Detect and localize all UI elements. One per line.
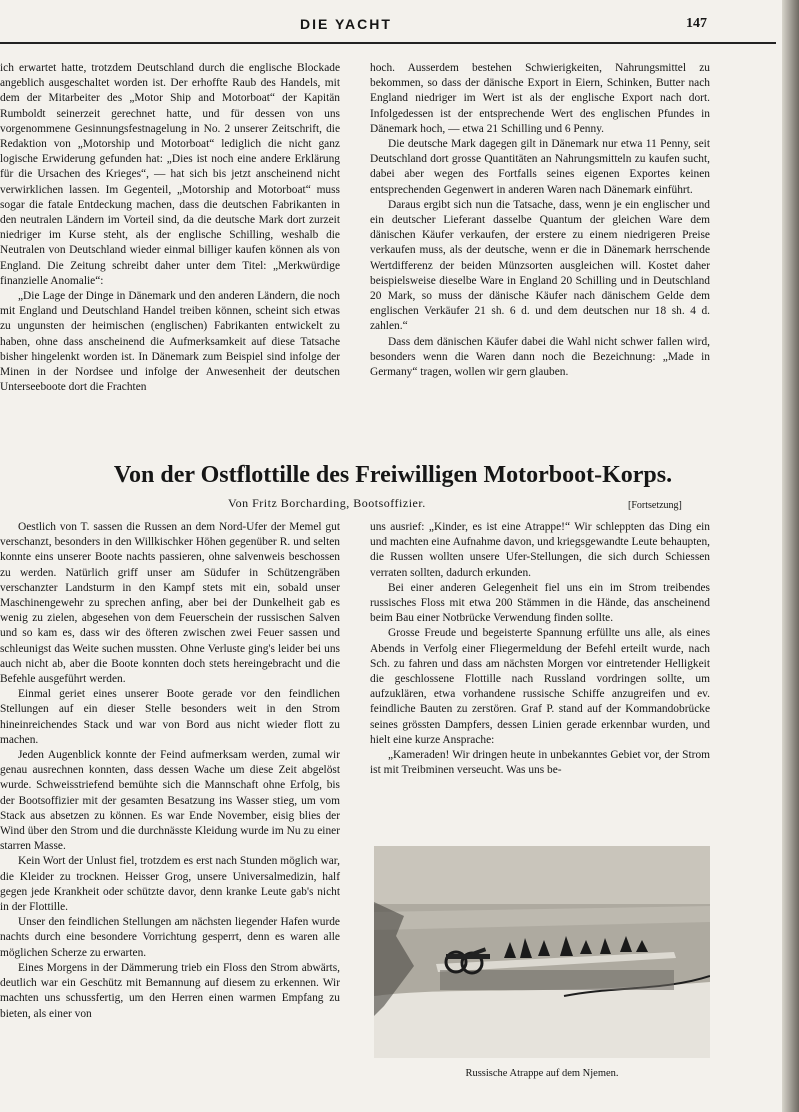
bottom-right-column: [370, 520, 710, 778]
header-rule: [0, 42, 776, 44]
quote-paragraph: „Die Lage der Dinge in Dänemark und den anderen Ländern, die noch mit England und Deutschland Handel treiben können, scheint sich etwas zu ungunsten der heimischen (englischen) Fabrikanten entwickelt zu haben, ohne dass anscheinend die Aufmerksamkeit auf diese Tatsache bisher hingelenkt worden ist. In Dänemark zum Beispiel sind infolge der Minen in der Nordsee und infolge der Anwesenheit der deutschen Unterseeboote dort die Frachten: [0, 290, 340, 394]
paragraph: hoch. Ausserdem bestehen Schwierigkeiten, Nahrungsmittel zu bekommen, so dass der dänische Export in Eiern, Schinken, Butter nach England niedriger im Wert ist als der englische Export nach dort. Infolgedessen ist der entsprechende Wert des englischen Pfundes in Dänemark hoch, — etwa 21 Schilling und 6 Penny.: [370, 62, 710, 135]
paragraph: Einmal geriet eines unserer Boote gerade vor den feindlichen Stellungen auf ein dieser Stelle besonders weit in den Strom hineinreichendes Stack und war von Bord aus nicht wieder flott zu machen.: [0, 688, 340, 746]
paragraph: Die deutsche Mark dagegen gilt in Dänemark nur etwa 11 Penny, seit Deutschland dort grosse Quantitäten an Nahrungsmitteln zu kaufen sucht, dabei aber wegen des Fortfalls seines eigenen Exportes keinen entsprechenden Gegenwert in anderen Waren nach Dänemark einführt.: [370, 138, 710, 196]
continuation-note: [Fortsetzung]: [628, 500, 682, 511]
page-edge-shadow: [782, 0, 799, 1112]
journal-title: DIE YACHT: [300, 16, 392, 32]
paragraph: Eines Morgens in der Dämmerung trieb ein Floss den Strom abwärts, deutlich war ein Geschütz mit Bemannung auf diesem zu erkennen. Wir machten uns schussfertig, um den Herren einen warmen Empfang zu bieten, als einer von: [0, 961, 340, 1020]
bottom-left-column: [0, 520, 340, 1022]
paragraph: Grosse Freude und begeisterte Spannung erfüllte uns alle, als eines Abends in Verfolg einer Fliegermeldung der Befehl erteilt wurde, nach Sch. zu fahren und dass am nächsten Morgen vor eintretender Helligkeit die geschlossene Flottille nach Russland vordringen sollte, um aufzuklären, etwa vorhandene russische Schiffe anzugreifen und ev. feindliche Bauten zu zerstören. Graf P. stand auf der Kommandobrücke seines grössten Dampfers, dessen Linien gerade erkennbar wurden, und hielt eine kurze Ansprache:: [370, 627, 710, 746]
paragraph: ich erwartet hatte, trotzdem Deutschland durch die englische Blockade angeblich ausgeschaltet worden ist. Der erhoffte Raub des Handels, mit dem der Mitarbeiter des „Motor Ship and Motorboat“ der Kapitän Rumboldt seinerzeit gerechnet hatte, und für dessen von uns vorgenommene Gesinnungsfestnagelung in No. 2 unserer Zeitschrift, die Redaktion von „Motorship und Motorboat“ lediglich die nicht ganz logische Erwiderung gefunden hat: „Dies ist noch eine andere Erklärung für die Ursachen des Krieges“, — hat sich bis jetzt anscheinend nicht verwirklichen lassen. Im Gegenteil, „Motorship and Motorboat“ muss sogar die fatale Entdeckung machen, dass die deutschen Fabrikanten in den neutralen Ländern im Vorteil sind, da die deutsche Mark dort zurzeit niedriger im Kurse steht, als der englische Schilling, weshalb die Neutralen von Deutschland wieder einmal billiger kaufen können als von England. Die Zeitung schreibt daher unter dem Titel: „Merkwürdige finanzielle Anomalie“:: [0, 62, 340, 287]
page-header: [0, 16, 780, 40]
page-number: 147: [686, 16, 707, 31]
paragraph: „Kameraden! Wir dringen heute in unbekanntes Gebiet vor, der Strom ist mit Treibminen verseucht. Was uns be-: [370, 749, 710, 777]
top-left-column: [0, 61, 340, 395]
paragraph: Jeden Augenblick konnte der Feind aufmerksam werden, zumal wir genau ausrechnen konnten, dass dessen Wache um diese Zeit abgelöst wurde. Schweisstriefend bemühte sich die Mannschaft ohne Erfolg, bis der Bootsoffizier mit der gesamten Besatzung ins Wasser stieg, um vom Stack aus absetzen zu können. Es war Ende November, eisig blies der Wind über den Strom und die durchnässte Kleidung wurde im Nu zu einer starren Masse.: [0, 749, 340, 853]
paragraph: Bei einer anderen Gelegenheit fiel uns ein im Strom treibendes russisches Floss mit etwa 200 Stämmen in die Hände, das anscheinend beim Bau einer Notbrücke Verwendung finden sollte.: [370, 581, 710, 625]
top-right-column: [370, 61, 710, 380]
paragraph: Daraus ergibt sich nun die Tatsache, dass, wenn je ein englischer und ein deutscher Lieferant dasselbe Quantum der gleichen Ware dem dänischen Käufer verkaufen, der erstere zu einem niedrigeren Preise verkaufen muss, als der deutsche, wenn er die in Dänemark herrschende Wertdifferenz der beiden Münzsorten ausgleichen will. Kostet daher beispielsweise dieselbe Ware in England 20 Schilling und in Deutschland 20 Mark, so muss der dänische Käufer nach dänischem Gelde dem englischen Verkäufer 21 sh. 6 d. und dem deutschen nur 18 sh. 4 d. zahlen.“: [370, 198, 710, 333]
photo-caption: Russische Atrappe auf dem Njemen.: [465, 1068, 619, 1079]
paragraph: uns ausrief: „Kinder, es ist eine Atrappe!“ Wir schleppten das Ding ein und machten eine Aufnahme davon, und kriegsgewandte Leute behaupten, die Russen wollten unsere Ufer-Stellungen, die sich durch Schiessen verraten sollten, dadurch erkunden.: [370, 521, 710, 579]
paragraph: Unser den feindlichen Stellungen am nächsten liegender Hafen wurde nachts durch eine besondere Vorrichtung gesperrt, denn es waren alle möglichen Scherze zu erwarten.: [0, 916, 340, 959]
article-headline: Von der Ostflottille des Freiwilligen Motorboot-Korps.: [113, 462, 673, 488]
paragraph: Kein Wort der Unlust fiel, trotzdem es erst nach Stunden möglich war, die Kleider zu trocknen. Heisser Grog, unsere Universalmedizin, half gegen jede Krankheit oder schützte davor, denn kranke Leute gab's nicht in der Flottille.: [0, 855, 340, 914]
river-raft-photo: [374, 846, 710, 1058]
paragraph: Oestlich von T. sassen die Russen an dem Nord-Ufer der Memel gut verschanzt, besonders in den Willkischker Höhen gegenüber R. und selten konnte eins unserer Boote nachts passieren, ohne salvenweis beschossen zu werden. Natürlich griff unser am Südufer in Schützengräben verschanzter Landsturm in den Kampf stets mit ein, sobald unser Maschinengewehr zu sprechen anfing, aber bei der Dunkelheit gab es wenig zu zielen, abgesehen von dem Feuerschein der russischen Salven und so kam es, dass wir des öfteren zwischen zwei Feuer sassen und schleunigst das Weite suchen mussten. Ohne Verluste ging's leider bei uns auch nicht ab, aber die Boote konnten doch stets hereingebracht und die Befehle ausgeführt werden.: [0, 521, 340, 686]
article-byline: Von Fritz Borcharding, Bootsoffizier.: [228, 496, 426, 510]
paragraph: Dass dem dänischen Käufer dabei die Wahl nicht schwer fallen wird, besonders wenn die Waren dann noch die Bezeichnung: „Made in Germany“ tragen, wollen wir gern glauben.: [370, 335, 710, 379]
photo-illustration: [374, 846, 710, 1058]
